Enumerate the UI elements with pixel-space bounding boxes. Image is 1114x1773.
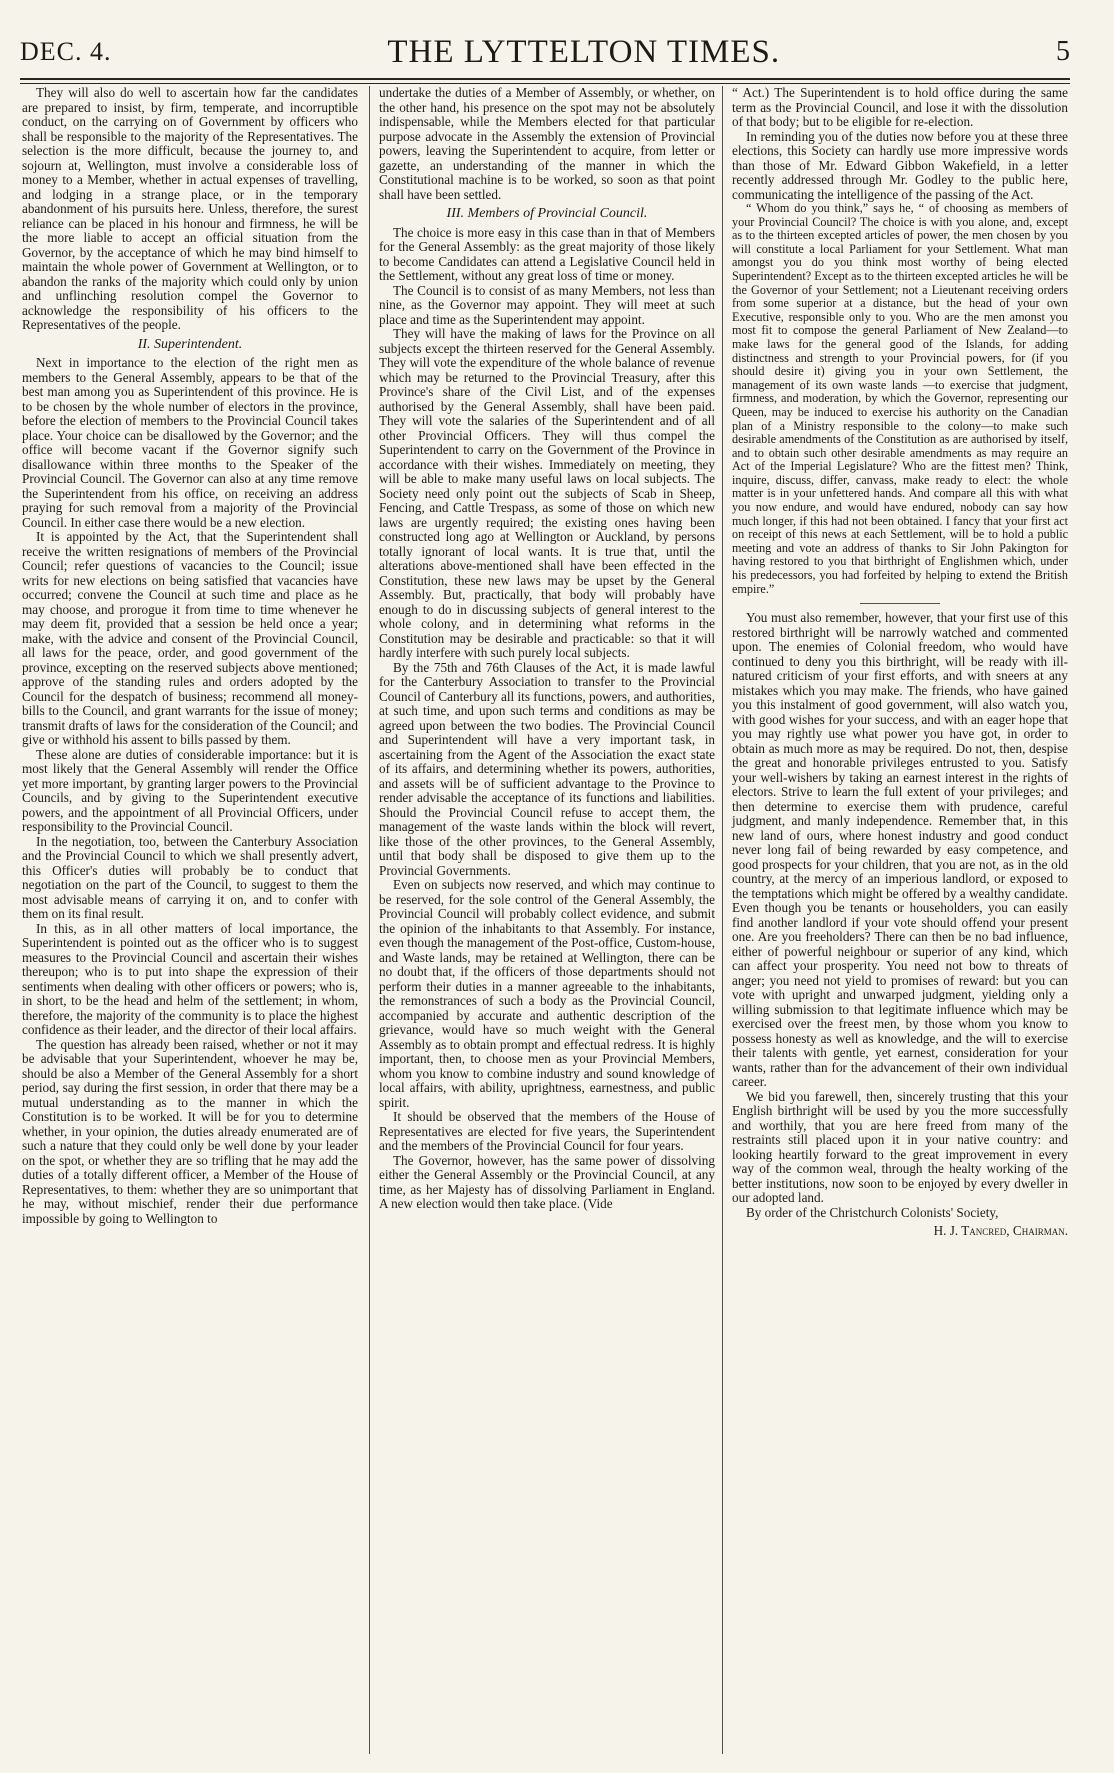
paragraph: The Governor, however, has the same power of dissolving either the General Assembly or the Provincial Council, at any time, as her Majesty has of dissolving Parliament in England. A new election would then take place. (Vide (379, 1152, 715, 1211)
signature-order: By order of the Christchurch Colonists' Society, (746, 1204, 999, 1220)
separator-rule (860, 603, 940, 604)
paragraph: Next in importance to the election of the right men as members to the General Assembly, appears to be that of the best man among you as Superintendent of this province. He is to be chosen by the whole number of electors in the province, before the election of members to the Provincial Council takes place. Your choice can be disallowed by the Governor; and the office will become vacant if the Governor signify such disallowance within three months to the Speaker of the Provincial Council. The Governor can also at any time remove the Superintendent from his office, on receiving an address praying for such removal from a majority of the Provincial Council. In either case there would be a new election. (22, 355, 358, 530)
masthead-rule-thick (20, 78, 1070, 80)
paragraph: “ Act.) The Superintendent is to hold office during the same term as the Provincial Council, and lose it with the dissolution of that body; but to be eligible for re-election. (732, 85, 1068, 129)
paragraph: These alone are duties of considerable importance: but it is most likely that the General Assembly will render the Office yet more important, by granting larger powers to the Provincial Councils, and by giving to the Superintendent executive powers, and the appointment of all Provincial Officers, under responsibility to the Provincial Council. (22, 746, 358, 834)
paragraph: You must also remember, however, that your first use of this restored birthright will be narrowly watched and commented upon. The enemies of Colonial freedom, who would have continued to deny you this birthright, will be ready with ill-natured criticism of your first efforts, and with sneers at any mistakes which you may make. The friends, who have gained you this instalment of good government, will also watch you, with good wishes for your success, and with an eager hope that you may rightly use what power you have got, in order to obtain as much more as may be required. Do not, then, despise the great and honorable privileges entrusted to you. Satisfy your well-wishers by taking an earnest interest in the rights of electors. Strive to learn the full extent of your privileges; and then determine to exercise them with prudence, careful judgment, and manly independence. Remember that, in this new land of ours, where honest industry and good conduct never long fail of being rewarded by easy competence, and good prospects for your children, that you are not, as in the old country, at the mercy of an imperious landlord, or exposed to the temptations which might be offered by a wealthy candidate. Even though you be tenants or householders, you can easily find another landlord if your vote should offend your present one. Are you freeholders? There can then be no bad influence, either of powerful neighbour or superior of any kind, which can affect your prosperity. You need not bow to threats of anger; you need not yield to promises of reward: but you can vote with upright and unwarped judgment, yielding only a willing submission to that legitimate influence which may be exercised over the freest men, by those whom you know to possess honesty as well as knowledge, and the will to exercise their talents with gentle, yet earnest, consideration for your wants, rather than for the advancement of their own individual career. (732, 610, 1068, 1090)
section-heading-superintendent: II. Superintendent. (137, 336, 243, 352)
paragraph: They will also do well to ascertain how far the candidates are prepared to insist, by firm, temperate, and incorruptible conduct, on the carrying on of Government by officers who shall be responsible to the majority of the Representatives. The selection is the more difficult, because the journey to, and sojourn at, Wellington, must involve a considerable loss of money to a Member, whether in actual expenses of travelling, and lodging in a strange place, or in the temporary abandonment of his pursuits here. Unless, therefore, the surest reliance can be placed in his honour and firmness, he will be the more liable to accept an official situation from the Governor, by the acceptance of which he may bind himself to maintain the whole power of Government at Wellington, or to abandon the ranks of the majority which could only by union and unflinching resolution compel the Governor to acknowledge the responsibility of his officers to the Representatives of the people. (22, 85, 358, 332)
column-divider (722, 86, 723, 1754)
paragraph: It is appointed by the Act, that the Superintendent shall receive the written resignations of members of the Provincial Council; refer questions of vacancies to the Council; issue writs for new elections on being satisfied that vacancies have occurred; convene the Council at such time and place as he may choose, and prorogue it from time to time whenever he may deem fit, provided that a session be held once a year; make, with the advice and consent of the Provincial Council, all laws for the peace, order, and good government of the province, excepting on the reserved subjects above mentioned; approve of the standing rules and orders adopted by the Council for the despatch of business; recommend all money-bills to the Council, and grant warrants for the issue of money; transmit drafts of laws for the consideration of the Council; and give or withhold his assent to bills passed by them. (22, 529, 358, 747)
paragraph: The question has already been raised, whether or not it may be advisable that your Superintendent, whoever he may be, should be also a Member of the General Assembly for a short period, say during the first session, in order that there may be a mutual understanding as to the manner in which the Constitution is to be worked. It will be for you to determine whether, in your opinion, the duties already enumerated are of such a nature that they could only be well done by your leader on the spot, or whether they are so trifling that he may add the duties of a totally different officer, a Member of the House of Representatives, to them: whether they are so unimportant that he may, without mischief, render their due performance impossible by going to Wellington to (22, 1036, 358, 1226)
paragraph: By the 75th and 76th Clauses of the Act, it is made lawful for the Canterbury Association to transfer to the Provincial Council of Canterbury all its functions, powers, and authorities, at such time, and upon such terms and conditions as may be agreed upon between the two bodies. The Provincial Council and Superintendent will have a very important task, in ascertaining from the Agent of the Association the exact state of its affairs, and determining whether its powers, authorities, and assets will be of sufficient advantage to the Province to render advisable the acceptance of its functions and liabilities. Should the Provincial Council refuse to accept them, the management of the waste lands within the block will revert, like those of the other provinces, to the General Assembly, until that body shall be disposed to give them up to the Provincial Governments. (379, 659, 715, 878)
column-3 (732, 86, 1068, 1239)
paragraph: Even on subjects now reserved, and which may continue to be reserved, for the sole control of the General Assembly, the Provincial Council will probably collect evidence, and submit the opinion of the inhabitants to that Assembly. For instance, even though the management of the Post-office, Custom-house, and Waste lands, may be retained at Wellington, there can be no doubt that, if the officers of those departments should not perform their duties in a manner agreeable to the inhabitants, the remonstrances of such a body as the Provincial Council, accompanied by accurate and authentic description of the grievance, would have so much weight with the General Assembly as to obtain prompt and effectual redress. It is highly important, then, to choose men as your Provincial Members, whom you know to combine industry and sound knowledge of local affairs, with ability, uprightness, earnestness, and public spirit. (379, 877, 715, 1110)
wakefield-quotation: “ Whom do you think,” says he, “ of choosing as members of your Provincial Council? The choice is with you alone, and, except as to the thirteen excepted articles of power, the men chosen by you will constitute a local Parliament for your Settlement. What man amongst you do you think most worthy of being elected Superintendent? Except as to the thirteen excepted articles he will be the Governor of your Settlement; not a Lieutenant receiving orders from some superior at a distance, but the head of your own Executive, responsible only to you. Who are the men amonst you most fit to compose the general Parliament of New Zealand—to make laws for the general good of the Islands, for adding distinctness and strength to your Provincial powers, for (if you should desire it) giving you in your own Settlement, the management of its own waste lands —to exercise that judgment, firmness, and moderation, by which the Governor, representing our Queen, may be induced to exercise his authority on the Canadian plan of a Ministry responsible to the colony—to make such desirable amendments of the Constitution as are authorised by itself, and to obtain such other desirable amendments as may require an Act of the Imperial Legislature? Who are the fittest men? Think, inquire, discuss, differ, canvass, make ready to elect: the whole matter is in your unfettered hands. And compare all this with what you now endure, and would have endured, nobody can say how much longer, if this had not been obtained. I fancy that your first act on receipt of this news at each Settlement, will be to hold a public meeting and vote an address of thanks to Sir John Pakington for having restored to you that birthright of Englishmen which, under his predecessors, you had forfeited by helping to extend the British empire.” (732, 201, 1068, 596)
issue-date: DEC. 4. (20, 37, 112, 66)
paragraph: It should be observed that the members of the House of Representatives are elected for five years, the Superintendent and the members of the Provincial Council for four years. (379, 1109, 715, 1153)
paragraph: In this, as in all other matters of local importance, the Superintendent is pointed out as the officer who is to suggest measures to the Provincial Council and ascertain their wishes thereupon; who is to put into shape the expression of their sentiments when dealing with other officers or powers; who is, in short, to be the head and helm of the settlement; in whom, therefore, the majority of the community is to place the highest confidence as their leader, and the director of their local affairs. (22, 920, 358, 1037)
paragraph: In reminding you of the duties now before you at these three elections, this Society can hardly use more impressive words than those of Mr. Edward Gibbon Wakefield, in a letter recently addressed through Mr. Godley to the public here, communicating the intelligence of the passing of the Act. (732, 128, 1068, 202)
section-heading-provincial-council: III. Members of Provincial Council. (446, 206, 648, 221)
column-1 (22, 86, 358, 1226)
signature-name: H. J. Tancred, Chairman. (933, 1223, 1068, 1239)
column-2 (379, 86, 715, 1212)
masthead-rule-thin (20, 83, 1070, 84)
page-number: 5 (1055, 36, 1070, 67)
paragraph: We bid you farewell, then, sincerely trusting that this your English birthright will be used by you the more successfully and worthily, that you are here freed from many of the restraints still placed upon it in your native country: and looking heartily forward to the great improvement in every way of the common weal, through the healty working of the better institutions, now soon to be enjoyed by every dweller in our adopted land. (732, 1088, 1068, 1206)
paragraph: The choice is more easy in this case than in that of Members for the General Assembly: as the great majority of those likely to become Candidates can attend a Legislative Council held in the Settlement, without any great loss of time or money. (379, 224, 715, 283)
paragraph: undertake the duties of a Member of Assembly, or whether, on the other hand, his presence on the spot may not be absolutely indispensable, while the Members elected for that particular purpose advocate in the Assembly the extension of Provincial powers, leaving the Superintendent to acquire, from letter or gazette, an understanding of the manner in which the Constitutional machine is to be worked, so soon as that point shall have been settled. (379, 85, 715, 202)
paragraph: They will have the making of laws for the Province on all subjects except the thirteen reserved for the General Assembly. They will vote the expenditure of the whole balance of revenue which may be returned to the Provincial Treasury, after this Province's share of the Civil List, and of the expenses authorised by the General Assembly, shall have been paid. They will vote the salaries of the Superintendent and of all other Provincial Officers. They will thus compel the Superintendent to carry on the Government of the Province in accordance with their wishes. Immediately on meeting, they will be able to make many useful laws on local subjects. The Society need only point out the subjects of Scab in Sheep, Fencing, and Cattle Trespass, as some of those on which new laws are urgently required; the existing ones having been constructed long ago at Wellington or Auckland, by persons totally ignorant of local wants. It is true that, until the alterations above-mentioned shall have been effected in the Constitution, these new laws may be upset by the General Assembly. But, practically, that body will probably have enough to do in discussing subjects of general interest to the whole colony, and in determining what reforms in the Constitution may be desirable and practicable: so that it will hardly interfere with such purely local subjects. (379, 326, 715, 660)
paragraph: The Council is to consist of as many Members, not less than nine, as the Governor may appoint. They will meet at such place and time as the Superintendent may appoint. (379, 282, 715, 327)
column-divider (369, 86, 370, 1754)
newspaper-title: THE LYTTELTON TIMES. (387, 33, 781, 70)
masthead (20, 28, 1070, 76)
paragraph: In the negotiation, too, between the Canterbury Association and the Provincial Council to which we shall presently advert, this Officer's duties will probably be to conduct that negotiation on the part of the Council, to suggest to them the most advisable means of carrying it on, and to confer with them on its final result. (22, 833, 358, 921)
